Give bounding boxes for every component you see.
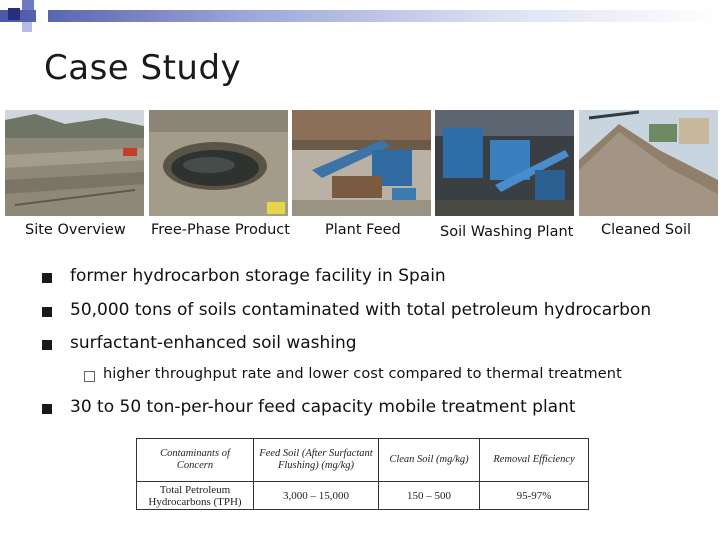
cell-feed-soil: 3,000 – 15,000: [254, 482, 379, 510]
corner-square-light: [22, 22, 32, 32]
bullet-marker: [42, 340, 52, 350]
bullet-text: surfactant-enhanced soil washing: [70, 333, 357, 353]
header-gradient-bar: [0, 10, 720, 22]
corner-square-pale: [36, 10, 48, 22]
caption-free-phase-product: Free-Phase Product: [151, 222, 290, 238]
bullet-marker: [42, 273, 52, 283]
cleaned-soil-photo: [579, 110, 718, 216]
bullet-text: 30 to 50 ton-per-hour feed capacity mobile treatment plant: [70, 397, 576, 417]
bullet-marker: [42, 404, 52, 414]
header-contaminants: Contaminants of Concern: [137, 439, 254, 482]
free-phase-product-photo: [149, 110, 288, 216]
soil-washing-plant-photo: [435, 110, 574, 216]
slide-title: Case Study: [44, 48, 242, 88]
bullet-text: 50,000 tons of soils contaminated with total petroleum hydrocarbon: [70, 300, 652, 320]
bullet-marker: [42, 307, 52, 317]
caption-site-overview: Site Overview: [25, 222, 126, 238]
caption-cleaned-soil: Cleaned Soil: [601, 222, 692, 238]
site-overview-photo: [5, 110, 144, 216]
sub-bullet-text: higher throughput rate and lower cost compared to thermal treatment: [103, 366, 622, 382]
header-removal-efficiency: Removal Efficiency: [480, 439, 589, 482]
corner-square-dark: [8, 8, 20, 20]
cell-removal-efficiency: 95-97%: [480, 482, 589, 510]
header-feed-soil: Feed Soil (After Surfactant Flushing) (mg/kg): [254, 439, 379, 482]
caption-soil-washing-plant: Soil Washing Plant: [440, 224, 574, 240]
corner-square-mid: [22, 0, 34, 10]
header-clean-soil: Clean Soil (mg/kg): [379, 439, 480, 482]
plant-feed-photo: [292, 110, 431, 216]
cell-contaminant: Total Petroleum Hydrocarbons (TPH): [137, 482, 254, 510]
cell-clean-soil: 150 – 500: [379, 482, 480, 510]
bullet-text: former hydrocarbon storage facility in Spain: [70, 266, 446, 286]
table-row: [137, 482, 589, 510]
table-header-row: [137, 439, 589, 482]
results-table: [136, 438, 589, 510]
sub-bullet-marker: [84, 371, 95, 382]
caption-plant-feed: Plant Feed: [325, 222, 401, 238]
